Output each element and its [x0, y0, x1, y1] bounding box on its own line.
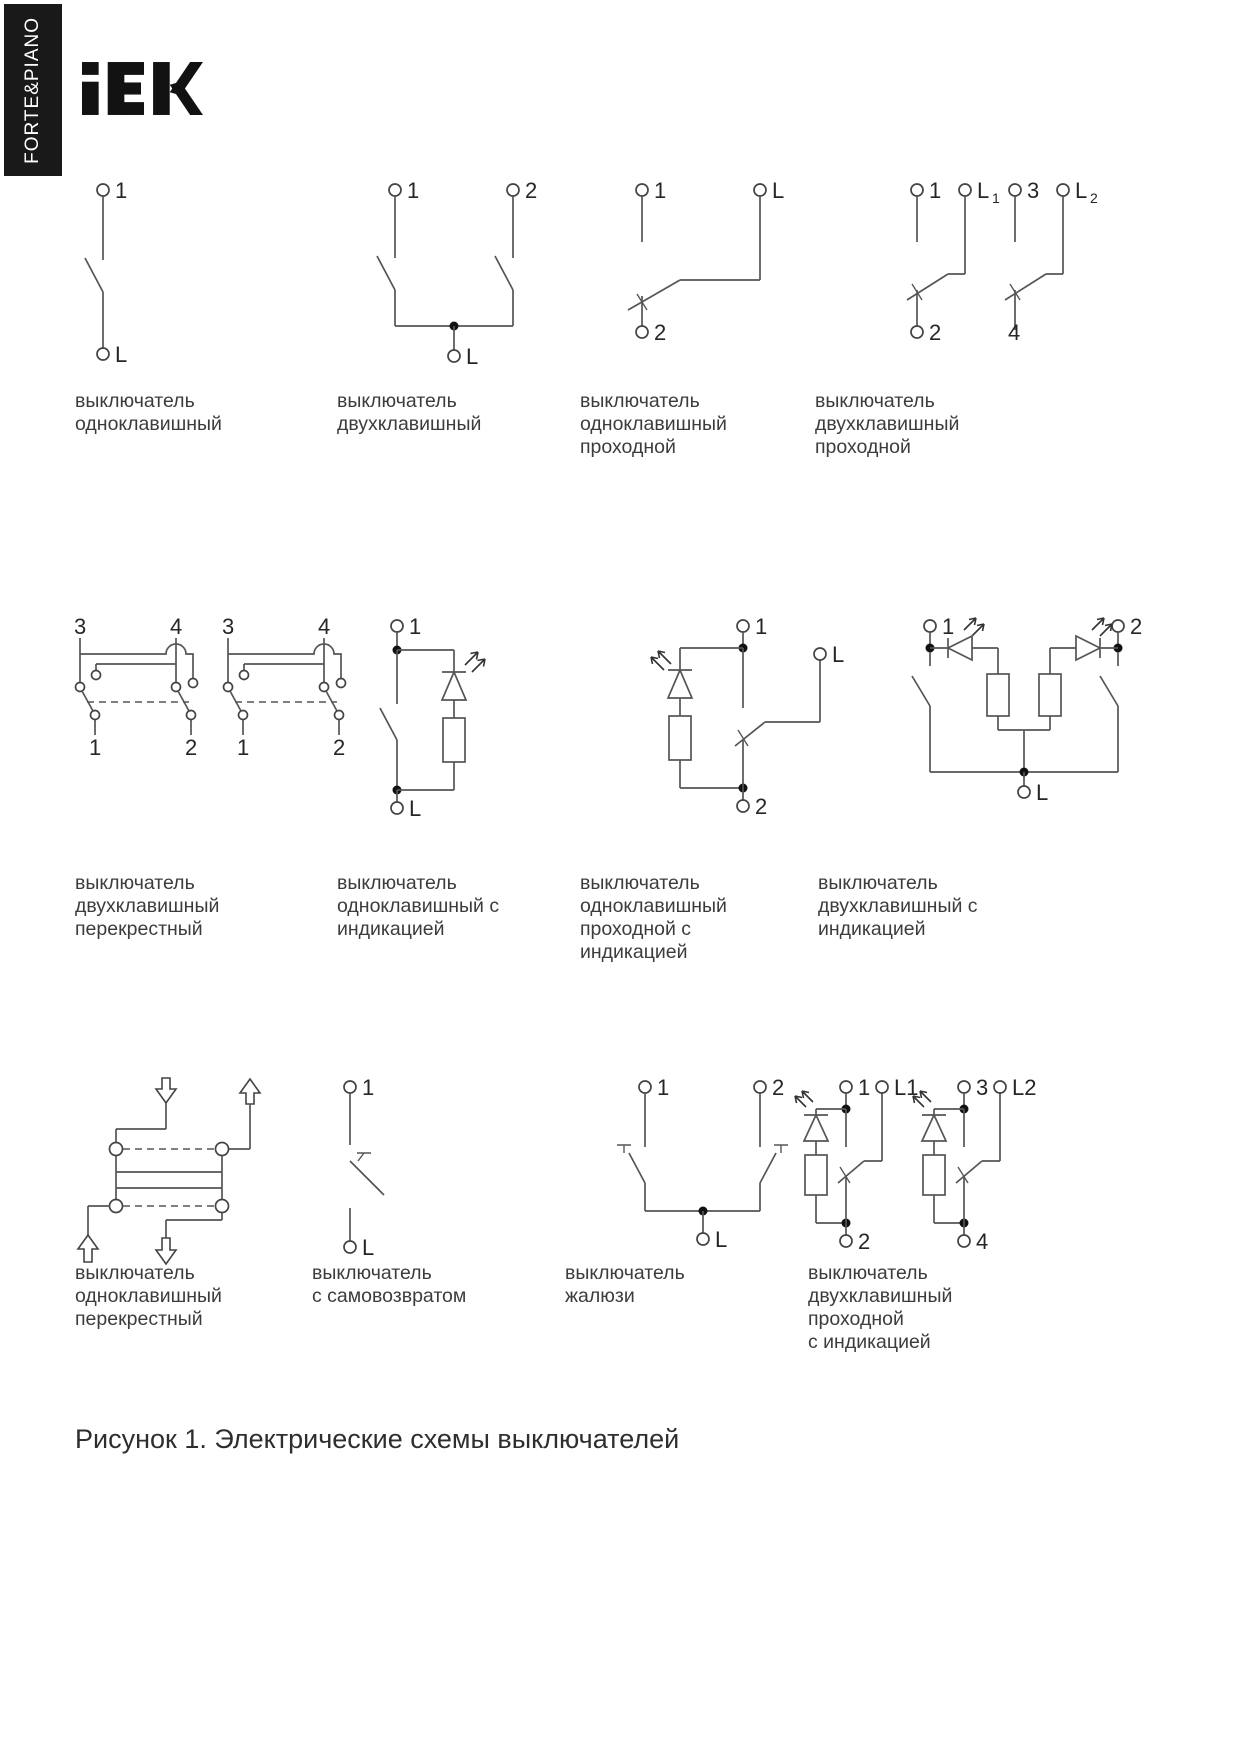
- switch-blade: [628, 280, 680, 310]
- schematic-switch-one-gang: [75, 176, 325, 371]
- terminal-label: 1: [237, 735, 250, 760]
- terminal-label: L: [466, 344, 479, 369]
- terminal-circle: [754, 1081, 766, 1093]
- wire: [397, 650, 454, 672]
- switch-blade: [956, 1161, 982, 1183]
- label-line: выключатель: [580, 390, 700, 412]
- label-line: проходной с: [580, 918, 692, 940]
- contact-circle: [92, 671, 101, 680]
- terminal-label: 2: [858, 1229, 871, 1254]
- resistor-icon: [805, 1155, 827, 1195]
- terminal-label: L: [115, 342, 128, 367]
- contact-circle: [172, 683, 181, 692]
- light-arrows-icon: [964, 618, 984, 636]
- terminal-label: 1: [89, 735, 102, 760]
- resistor-icon: [669, 716, 691, 760]
- schematic-switch-momentary: [260, 1073, 510, 1268]
- terminal-label: 4: [318, 614, 331, 639]
- terminal-label: 4: [1008, 320, 1021, 345]
- pole-1: [795, 1075, 918, 1254]
- switch-blade: [838, 1161, 864, 1183]
- label-line: одноклавишный: [75, 413, 222, 435]
- iek-logo: [82, 62, 203, 115]
- terminal-circle: [344, 1241, 356, 1253]
- label-line: двухклавишный: [808, 1285, 953, 1307]
- switch-blade: [377, 256, 513, 290]
- crossing-wire: [96, 664, 176, 670]
- terminal-label: L: [1075, 178, 1088, 203]
- terminal-label: 2: [333, 735, 346, 760]
- diagram-label-9: [75, 1262, 325, 1331]
- pole-1: [907, 178, 1000, 345]
- light-arrows-icon: [1092, 618, 1112, 636]
- terminal-label: 2: [1130, 614, 1143, 639]
- terminal-label: 1: [409, 614, 422, 639]
- terminal-circle: [636, 326, 648, 338]
- resistor-icon: [443, 718, 465, 762]
- terminal-label: 2: [929, 320, 942, 345]
- label-line: двухклавишный с: [818, 895, 978, 917]
- terminal-label-subscript: 1: [992, 190, 1000, 206]
- terminal-label: 2: [755, 794, 768, 819]
- terminal-label: L2: [1012, 1075, 1037, 1100]
- terminal-label: L: [715, 1227, 728, 1252]
- diagram-label-4: [815, 390, 1065, 459]
- label-line: выключатель: [818, 872, 938, 894]
- label-line: выключатель: [312, 1262, 432, 1284]
- terminal-circle: [389, 184, 401, 196]
- led-icon: [795, 1091, 828, 1141]
- terminal-label: 1: [942, 614, 955, 639]
- terminal-circle: [737, 620, 749, 632]
- label-line: выключатель: [337, 872, 457, 894]
- up-arrow-icon: [78, 1235, 98, 1262]
- terminal-label: L1: [894, 1075, 919, 1100]
- terminal-label: L: [409, 796, 422, 821]
- terminal-circle: [924, 620, 936, 632]
- terminal-circle: [814, 648, 826, 660]
- resistor-icon: [987, 674, 1009, 716]
- contact-circle: [110, 1143, 123, 1156]
- push-actuator-icon: [357, 1153, 371, 1161]
- terminal-circle: [639, 1081, 651, 1093]
- switch-blade: [82, 691, 189, 711]
- terminal-label: 1: [858, 1075, 871, 1100]
- down-arrow-icon: [156, 1238, 176, 1264]
- label-line: проходной: [808, 1308, 904, 1330]
- push-actuator-icon: [617, 1145, 631, 1153]
- switch-blade: [912, 676, 930, 706]
- terminal-circle: [391, 802, 403, 814]
- terminal-label: 3: [1027, 178, 1040, 203]
- wire: [395, 196, 513, 258]
- wire: [998, 730, 1050, 772]
- diagram-label-12: [808, 1262, 1058, 1354]
- terminal-label: 1: [407, 178, 420, 203]
- label-line: выключатель: [815, 390, 935, 412]
- terminal-label: 3: [74, 614, 87, 639]
- switch-blade: [629, 1153, 645, 1183]
- label-line: выключатель: [337, 390, 457, 412]
- diagram-label-7: [580, 872, 830, 964]
- light-arrows-icon: [795, 1091, 813, 1107]
- contact-circle: [110, 1200, 123, 1213]
- diagram-label-11: [565, 1262, 815, 1308]
- terminal-label: 4: [976, 1229, 989, 1254]
- light-arrows-icon: [651, 651, 671, 670]
- terminal-circle: [391, 620, 403, 632]
- terminal-label: 3: [222, 614, 235, 639]
- pole-2: [1005, 178, 1098, 345]
- label-line: двухклавишный: [337, 413, 482, 435]
- label-line: выключатель: [75, 1262, 195, 1284]
- label-line: перекрестный: [75, 918, 203, 940]
- schematic-switch-one-gang-indicator: [302, 612, 552, 827]
- contact-circle: [216, 1143, 229, 1156]
- logo-letter-e: [108, 62, 144, 115]
- label-line: проходной: [580, 436, 676, 458]
- label-line: перекрестный: [75, 1308, 203, 1330]
- terminal-label: 4: [170, 614, 183, 639]
- label-line: выключатель: [565, 1262, 685, 1284]
- wire: [680, 196, 760, 280]
- contact-circle: [240, 671, 249, 680]
- down-arrow-icon: [156, 1078, 176, 1103]
- terminal-label: L: [362, 1235, 375, 1260]
- label-line: выключатель: [75, 872, 195, 894]
- contact-circle: [189, 679, 198, 688]
- terminal-label: 2: [185, 735, 198, 760]
- resistor-icon: [923, 1155, 945, 1195]
- label-line: с индикацией: [808, 1331, 931, 1353]
- pole-2: [913, 1075, 1036, 1254]
- terminal-label: 1: [654, 178, 667, 203]
- label-line: проходной: [815, 436, 911, 458]
- wire: [395, 290, 513, 326]
- switch-blade: [1100, 676, 1118, 706]
- label-line: индикацией: [818, 918, 926, 940]
- switch-blade: [380, 708, 397, 740]
- terminal-circle: [448, 350, 460, 362]
- brand-sidebar: [4, 4, 62, 176]
- terminal-label: L: [772, 178, 785, 203]
- switch-blade: [735, 722, 765, 746]
- terminal-label: 1: [362, 1075, 375, 1100]
- label-line: одноклавишный: [580, 895, 727, 917]
- schematic-switch-two-gang-two-way-indicator: [790, 1073, 1090, 1273]
- terminal-circle: [636, 184, 648, 196]
- schematic-switch-two-gang: [335, 176, 585, 371]
- label-line: одноклавишный с: [337, 895, 500, 917]
- terminal-circle: [697, 1233, 709, 1245]
- label-line: двухклавишный: [815, 413, 960, 435]
- diagram-label-5: [75, 872, 325, 941]
- diagram-label-3: [580, 390, 830, 459]
- label-line: выключатель: [75, 390, 195, 412]
- terminal-label: 1: [657, 1075, 670, 1100]
- terminal-circle: [507, 184, 519, 196]
- label-line: жалюзи: [565, 1285, 635, 1307]
- terminal-circle: [97, 184, 109, 196]
- label-line: выключатель: [580, 872, 700, 894]
- contact-circle: [91, 711, 100, 720]
- resistor-icon: [1039, 674, 1061, 716]
- led-icon: [1050, 618, 1118, 674]
- label-line: выключатель: [808, 1262, 928, 1284]
- led-icon: [930, 618, 998, 674]
- terminal-circle: [97, 348, 109, 360]
- terminal-label: 3: [976, 1075, 989, 1100]
- terminal-label: 1: [755, 614, 768, 639]
- diagram-label-6: [337, 872, 587, 941]
- figure-caption: Рисунок 1. Электрические схемы выключателей: [75, 1424, 680, 1454]
- label-line: двухклавишный: [75, 895, 220, 917]
- terminal-label: 2: [525, 178, 538, 203]
- terminal-circle: [344, 1081, 356, 1093]
- schematic-switch-two-gang-two-way: [870, 176, 1100, 371]
- led-icon: [651, 651, 692, 698]
- logo-letter-k: [153, 62, 203, 115]
- terminal-label: L: [977, 178, 990, 203]
- contact-circle: [76, 683, 85, 692]
- diagram-label-8: [818, 872, 1068, 941]
- label-line: индикацией: [580, 941, 688, 963]
- logo-letter-i: [82, 62, 99, 115]
- switch-blade: [85, 258, 103, 292]
- terminal-circle: [1112, 620, 1124, 632]
- contact-circle: [216, 1200, 229, 1213]
- label-line: индикацией: [337, 918, 445, 940]
- terminal-circle: [737, 800, 749, 812]
- schematic-switch-one-gang-two-way: [580, 176, 830, 371]
- contact-circle: [187, 711, 196, 720]
- diagram-label-1: [75, 390, 325, 436]
- terminal-circle: [754, 184, 766, 196]
- contact-circle: [224, 683, 233, 692]
- switch-blade: [350, 1161, 384, 1195]
- terminal-label: L: [1036, 780, 1049, 805]
- switch-blade: [760, 1153, 776, 1183]
- diagram-label-10: [312, 1262, 562, 1308]
- terminal-label: 1: [929, 178, 942, 203]
- terminal-circle: [1018, 786, 1030, 798]
- wire: [116, 1156, 222, 1199]
- diagram-label-2: [337, 390, 587, 436]
- push-actuator-icon: [774, 1145, 788, 1153]
- contact-circle: [239, 711, 248, 720]
- schematic-switch-two-way-indicator: [595, 612, 855, 827]
- led-icon: [442, 652, 485, 700]
- brand-vertical-text: FORTE&PIANO: [22, 16, 43, 164]
- pole-1: [74, 614, 198, 760]
- terminal-label: L: [832, 642, 845, 667]
- label-line: одноклавишный: [580, 413, 727, 435]
- terminal-label-subscript: 2: [1090, 190, 1098, 206]
- terminal-label: 2: [772, 1075, 785, 1100]
- terminal-label: 1: [115, 178, 128, 203]
- terminal-label: 2: [654, 320, 667, 345]
- label-line: с самовозвратом: [312, 1285, 467, 1307]
- schematic-switch-two-gang-indicator: [880, 612, 1170, 827]
- light-arrows-icon: [465, 652, 485, 672]
- up-arrow-icon: [240, 1079, 260, 1104]
- label-line: одноклавишный: [75, 1285, 222, 1307]
